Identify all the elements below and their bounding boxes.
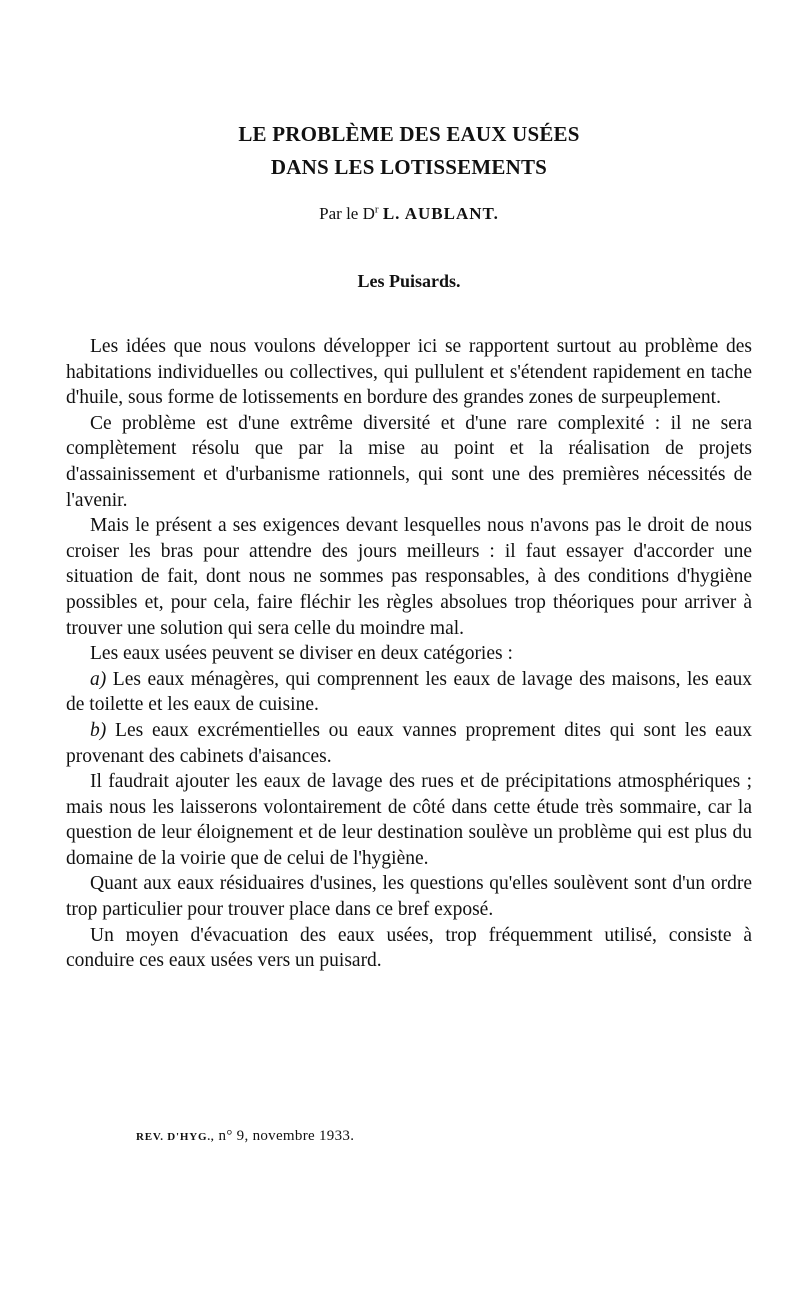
article-title [66, 118, 752, 184]
paragraph-8: Quant aux eaux résiduaires d'usines, les questions qu'elles soulèvent sont d'un ordre trop particulier pour trouver place dans ce bref exposé. [66, 873, 752, 921]
list-marker-b: b) [90, 719, 107, 741]
article-title-line-1: LE PROBLÈME DES EAUX USÉES [238, 122, 580, 146]
author-prefix: Par le D [319, 204, 375, 223]
article-body [66, 334, 752, 974]
list-item-b-text: Les eaux excrémentielles ou eaux vannes proprement dites qui sont les eaux provenant des cabinets d'aisances. [66, 719, 752, 767]
list-marker-a: a) [90, 668, 107, 690]
paragraph-3: Mais le présent a ses exigences devant lesquelles nous n'avons pas le droit de nous croiser les bras pour attendre des jours meilleurs : il faut essayer d'accorder une situation de fait, dont nous ne sommes pas responsables, à des conditions d'hygiène possibles et, pour cela, faire fléchir les règles absolues trop théoriques pour arriver à trouver une solution qui sera celle du moindre mal. [66, 515, 752, 639]
document-page [66, 0, 752, 1304]
journal-issue: n° 9, novembre 1933. [218, 1128, 355, 1144]
paragraph-2: Ce problème est d'une extrême diversité et d'une rare complexité : il ne sera complètement résolu que par la mise au point et la réalisation de projets d'assainissement et d'urbanisme rationnels, qui sont une des premières nécessités de l'avenir. [66, 412, 752, 511]
article-title-line-2: DANS LES LOTISSEMENTS [270, 155, 548, 179]
paragraph-4: Les eaux usées peuvent se diviser en deux catégories : [90, 643, 513, 665]
author-name: L. AUBLANT. [382, 204, 499, 223]
paragraph-7: Il faudrait ajouter les eaux de lavage des rues et de précipitations atmosphériques ; mais nous les laisserons volontairement de côté dans cette étude très sommaire, car la question de leur éloignement et de leur destination soulève un problème qui est plus du domaine de la voirie que de celui de l'hygiène. [66, 771, 752, 869]
article-author [66, 203, 752, 225]
paragraph-1: Les idées que nous voulons développer ici se rapportent surtout au problème des habitations individuelles ou collectives, qui pullulent et s'étendent rapidement en tache d'huile, sous forme de lotissements en bordure des grandes zones de surpeuplement. [66, 336, 752, 409]
list-item-b [66, 718, 752, 769]
paragraph-9: Un moyen d'évacuation des eaux usées, trop fréquemment utilisé, consiste à conduire ces eaux usées vers un puisard. [66, 924, 752, 972]
journal-footer [136, 1126, 354, 1147]
section-title: Les Puisards. [357, 271, 461, 291]
author-title-superscript: r [374, 203, 379, 216]
list-item-a-text: Les eaux ménagères, qui comprennent les eaux de lavage des maisons, les eaux de toilette et les eaux de cuisine. [66, 668, 752, 716]
list-item-a [66, 667, 752, 718]
journal-abbreviation: REV. D'HYG., [136, 1131, 215, 1143]
